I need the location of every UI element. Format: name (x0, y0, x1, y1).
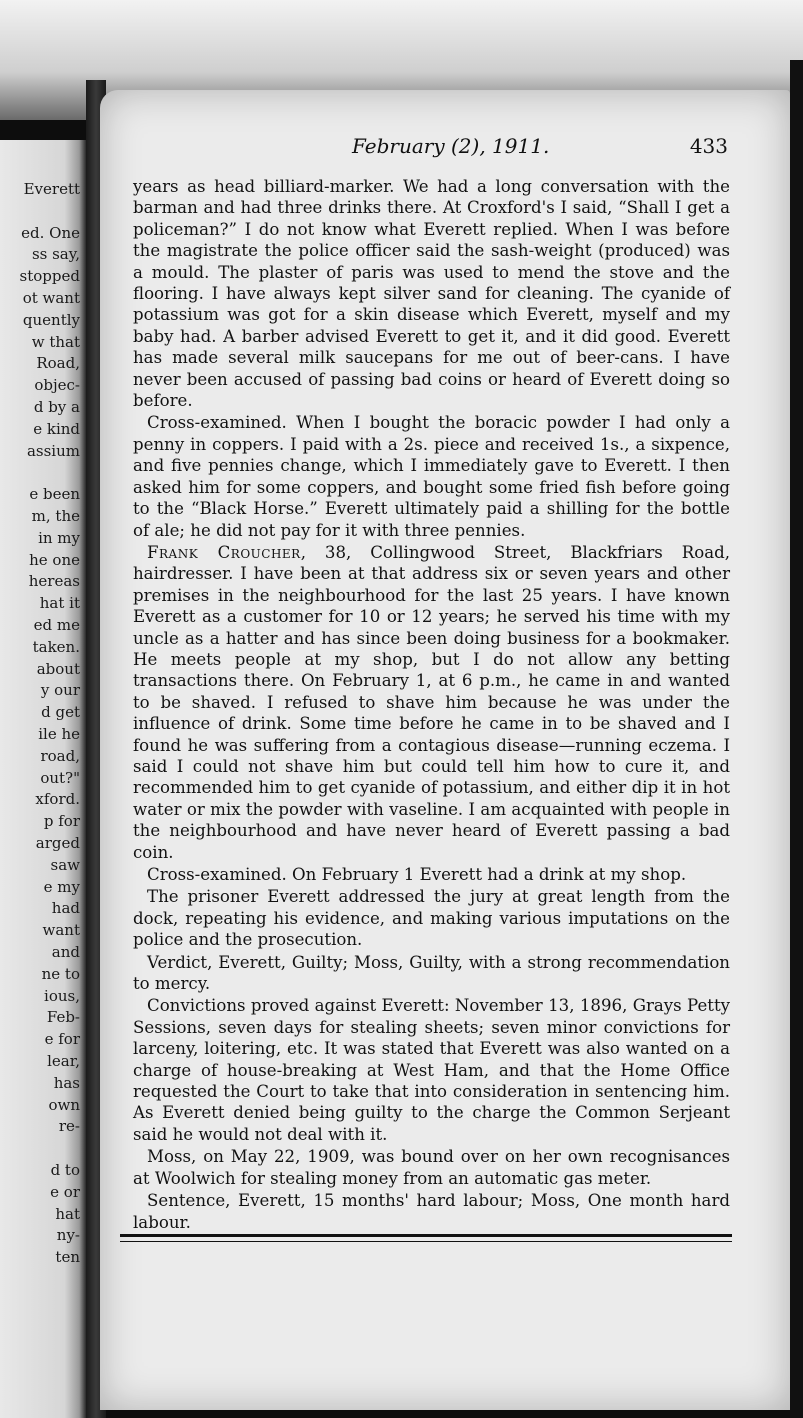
paragraph-text: Cross-examined. On February 1 Everett had a drink at my shop. (147, 865, 687, 884)
left-page-fragment: taken. (32, 637, 80, 656)
paragraph-text: Verdict, Everett, Guilty; Moss, Guilty, with a strong recommendation to mercy. (133, 952, 730, 994)
page-number: 433 (689, 134, 728, 158)
left-page-fragment: d get (41, 703, 80, 722)
paragraph (133, 412, 730, 540)
left-page-fragment: e my (43, 877, 80, 896)
closing-rule-thick (120, 1234, 732, 1237)
left-page-fragment: ot want (22, 289, 80, 307)
left-page-fragment: ed me (33, 616, 80, 634)
left-page-fragment: w that (31, 332, 80, 351)
left-page-fragment: lear, (47, 1052, 80, 1070)
left-page-fragment: re- (58, 1117, 80, 1136)
running-title: February (2), 1911. (352, 134, 550, 158)
paragraph (133, 864, 730, 885)
left-page-fragment: ten (55, 1248, 80, 1267)
left-page-fragment: assium (26, 441, 80, 460)
left-page-fragment: hat (55, 1204, 80, 1223)
paragraph (133, 176, 730, 411)
paragraph-text: Sentence, Everett, 15 months' hard labour; Moss, One month hard labour. (133, 1191, 730, 1232)
paragraph-text: Cross-examined. When I bought the boracic powder I had only a penny in coppers. I paid with a 2s. piece and received 1s., a sixpence, and five pennies change, which I immediately gave to Everett. I then asked him for some coppers, and bought some fried fish before going to the “Black Horse.” Everett ultimately paid a shilling for the bottle of ale; he did not pay for it with three pennies. (133, 413, 730, 540)
left-page-fragment: and (51, 943, 80, 961)
witness-name: Frank Croucher (147, 542, 301, 562)
left-page (0, 140, 86, 1418)
left-page-fragment: hereas (28, 572, 80, 591)
left-page-fragment: ne to (41, 964, 80, 983)
left-page-fragment: stopped (19, 267, 80, 286)
left-page-fragment: ed. One (21, 223, 80, 242)
paragraph-text: Convictions proved against Everett: November 13, 1896, Grays Petty Sessions, seven days for stealing sheets; seven minor convictions for larceny, loitering, etc. It was stated that Everett was also wanted on a charge of house-breaking at West Ham, and that the Home Office requested the Court to take that into consideration in sentencing him. As Everett denied being guilty to the charge the Common Serjeant said he would not deal with it. (133, 996, 730, 1144)
left-page-fragment: Feb- (46, 1008, 80, 1027)
paragraph-text: , 38, Collingwood Street, Blackfriars Road, hairdresser. I have been at that address six or seven years and other premises in the neighbourhood for the last 25 years. I have known Everett as a customer for 10 or 12 years; he served his time with my uncle as a hatter and has since been doing business for a bookmaker. He meets people at my shop, but I do not allow any betting transactions there. On February 1, at 6 p.m., he came in and wanted to be shaved. I refused to shave him because he was under the influence of drink. Some time before he came in to be shaved and I found he was suffering from a contagious disease—running eczema. I said I could not shave him but could tell him how to cure it, and recommended him to get cyanide of potassium, and either dip it in hot water or mix the powder with vaseline. I am acquainted with people in the neighbourhood and have never heard of Everett passing a bad coin. (133, 542, 730, 862)
left-page-fragment: xford. (35, 790, 80, 809)
left-page-fragment: out?" (40, 768, 80, 787)
closing-rule-thin (120, 1241, 732, 1242)
left-page-fragment: ious, (44, 986, 80, 1005)
left-page-fragment: d to (50, 1161, 80, 1179)
left-page-fragment: about (36, 659, 80, 678)
left-page-fragment: e kind (33, 419, 80, 438)
paragraph (133, 1190, 730, 1233)
paragraph-text: Moss, on May 22, 1909, was bound over on her own recognisances at Woolwich for stealing money from an automatic gas meter. (133, 1147, 730, 1188)
paragraph (133, 542, 730, 863)
left-page-fragment: e for (44, 1030, 80, 1049)
left-page-fragment: e or (50, 1182, 80, 1201)
left-page-fragment: p for (43, 812, 80, 831)
paragraph-text: years as head billiard-marker. We had a long conversation with the barman and had three drinks there. At Croxford's I said, “Shall I get a policeman?” I do not know what Everett replied. When I was before the magistrate the police officer said the sash-weight (produced) was a mould. The plaster of paris was used to mend the stove and the flooring. I have always kept silver sand for cleaning. The cyanide of potassium was got for a skin disease which Everett, myself and my baby had. A barber advised Everett to get it, and it did good. Everett has made several milk saucepans for me out of beer-cans. I have never been accused of passing bad coins or heard of Everett doing so before. (133, 177, 730, 411)
left-page-fragment: own (48, 1095, 80, 1114)
paragraph (133, 995, 730, 1145)
left-page-fragment: ile he (38, 725, 80, 743)
left-page-fragment: objec- (34, 376, 80, 395)
page-edge-shadow (790, 60, 803, 1418)
left-page-fragment: ny- (56, 1226, 80, 1245)
page-body (133, 176, 730, 1233)
left-page-fragment: e been (29, 485, 80, 504)
left-page-fragment: want (42, 921, 80, 940)
left-page-fragment: m, the (31, 507, 80, 525)
paragraph-text: The prisoner Everett addressed the jury at great length from the dock, repeating his evidence, and making various imputations on the police and the prosecution. (133, 887, 730, 950)
left-page-fragment: had (51, 899, 80, 918)
left-page-fragment: arged (35, 834, 80, 852)
left-page-fragment: road, (40, 746, 80, 765)
paragraph (133, 952, 730, 995)
left-page-fragment: y our (40, 681, 80, 700)
left-page-fragment: hat it (39, 594, 80, 613)
left-page-fragment: in my (38, 528, 80, 547)
left-page-fragment: d by a (33, 398, 80, 416)
left-page-fragment: has (53, 1073, 80, 1092)
running-header (130, 134, 730, 162)
paragraph (133, 886, 730, 950)
left-page-fragment: ss say, (31, 245, 80, 264)
paragraph (133, 1146, 730, 1189)
left-page-fragment: he one (29, 550, 80, 569)
left-page-fragment: quently (22, 310, 80, 329)
left-page-fragment: Everett (23, 180, 80, 198)
left-page-fragment: saw (50, 855, 80, 874)
left-page-fragment: Road, (36, 354, 80, 373)
